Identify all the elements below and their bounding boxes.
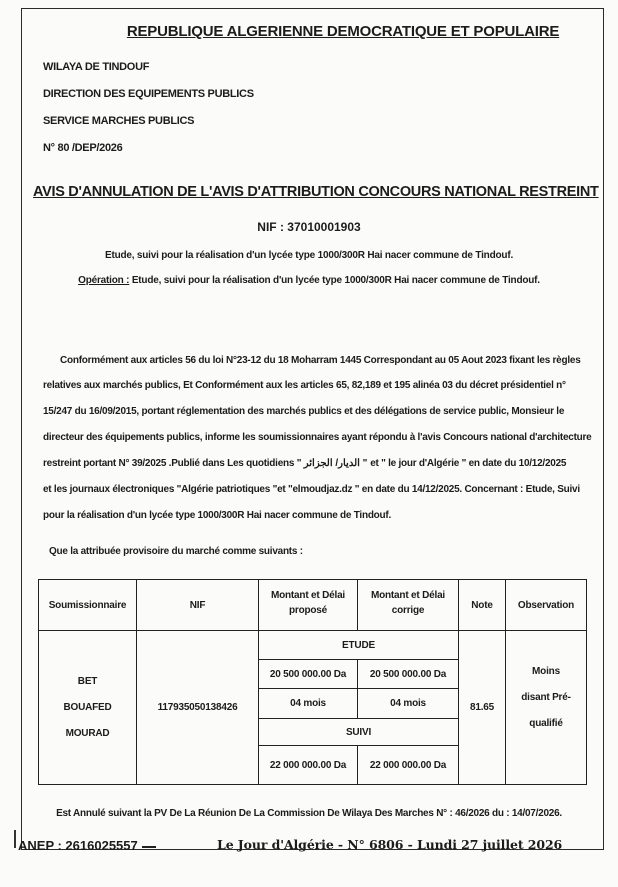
republique-heading: REPUBLIQUE ALGERIENNE DEMOCRATIQUE ET POPULAIRE xyxy=(126,23,560,40)
nif-cell: 117935050138426 xyxy=(136,630,259,785)
body-line: directeur des équipements publics, informe les soumissionnaires ayant répondu à l'avis Concours national d'architecture xyxy=(43,432,592,443)
header-nif: NIF xyxy=(136,579,259,631)
annulation-statement: Est Annulé suivant la PV De La Réunion De La Commission De Wilaya Des Marches N° : 46/2026 du : 14/07/2026. xyxy=(56,808,562,819)
note-cell: 81.65 xyxy=(458,630,506,785)
soumissionnaire-line: BET xyxy=(77,675,98,687)
body-line: relatives aux marchés publics, Et Conformément aux les articles 65, 82,189 et 195 alinéa 03 du décret présidentiel n° xyxy=(43,380,566,391)
avis-title: AVIS D'ANNULATION DE L'AVIS D'ATTRIBUTION CONCOURS NATIONAL RESTREINT xyxy=(33,184,599,200)
observation-line: disant Pré- xyxy=(521,691,571,703)
header-montant-corrige xyxy=(357,579,459,631)
corner-mark xyxy=(14,830,16,848)
header-note: Note xyxy=(458,579,506,631)
service-line: SERVICE MARCHES PUBLICS xyxy=(43,115,195,127)
body-line: pour la réalisation d'un lycée type 1000/300R Hai nacer commune de Tindouf. xyxy=(43,510,392,521)
header-soumissionnaire: Soumissionnaire xyxy=(38,579,137,631)
header-montant-corrige-line1: Montant et Délai xyxy=(370,590,446,601)
reference-number: N° 80 /DEP/2026 xyxy=(43,142,123,154)
anep-number: ANEP : 2616025557 xyxy=(18,838,138,853)
attribution-intro: Que la attribuée provisoire du marché comme suivants : xyxy=(49,546,303,557)
suivi-label-cell: SUIVI xyxy=(258,718,459,746)
observation-line: qualifié xyxy=(529,717,563,729)
etude-montant-corrige-cell: 20 500 000.00 Da xyxy=(357,659,459,689)
suivi-montant-corrige-cell: 22 000 000.00 Da xyxy=(357,745,459,785)
etude-label-cell: ETUDE xyxy=(258,630,459,660)
soumissionnaire-line: BOUAFED xyxy=(63,701,112,713)
header-montant-propose-line2: proposé xyxy=(288,605,328,616)
etude-line: Etude, suivi pour la réalisation d'un lycée type 1000/300R Hai nacer commune de Tindouf. xyxy=(104,250,514,261)
body-line: 15/247 du 16/09/2015, portant réglementation des marchés publics et des délégations de service public, Monsieur le xyxy=(43,406,565,417)
etude-delai-corrige-cell: 04 mois xyxy=(357,688,459,719)
header-montant-propose-line1: Montant et Délai xyxy=(270,590,346,601)
journal-footer: Le Jour d'Algérie - N° 6806 - Lundi 27 juillet 2026 xyxy=(217,837,563,852)
header-montant-propose xyxy=(258,579,358,631)
suivi-montant-propose-cell: 22 000 000.00 Da xyxy=(258,745,358,785)
soumissionnaire-cell xyxy=(38,630,137,785)
body-line: Conformément aux articles 56 du loi N°23-12 du 18 Moharram 1445 Correspondant au 05 Aout 2023 fixant les règles xyxy=(60,355,581,366)
nif-line: NIF : 37010001903 xyxy=(257,220,361,234)
anep-reference xyxy=(18,838,156,853)
anep-dash xyxy=(142,846,156,848)
etude-delai-propose-cell: 04 mois xyxy=(258,688,358,719)
observation-line: Moins xyxy=(532,665,560,677)
header-montant-corrige-line2: corrige xyxy=(391,605,425,616)
header-observation: Observation xyxy=(505,579,587,631)
attribution-table xyxy=(38,579,587,785)
observation-cell xyxy=(505,630,587,785)
soumissionnaire-line: MOURAD xyxy=(65,727,110,739)
body-line: restreint portant N° 39/2025 .Publié dans Les quotidiens " الديار/ الجزائر " et " le jour d'Algérie " en date du 10/12/2025 xyxy=(43,458,567,469)
operation-label: Opération : xyxy=(78,275,130,286)
operation-line xyxy=(0,275,618,286)
body-line: et les journaux électroniques "Algérie patriotiques "et "elmoudjaz.dz " en date du 14/12/2025. Concernant : Etude, Suivi xyxy=(43,484,580,495)
operation-text: Etude, suivi pour la réalisation d'un lycée type 1000/300R Hai nacer commune de Tindouf. xyxy=(129,275,540,286)
etude-montant-propose-cell: 20 500 000.00 Da xyxy=(258,659,358,689)
wilaya-line: WILAYA DE TINDOUF xyxy=(43,61,150,73)
direction-line: DIRECTION DES EQUIPEMENTS PUBLICS xyxy=(43,88,254,100)
